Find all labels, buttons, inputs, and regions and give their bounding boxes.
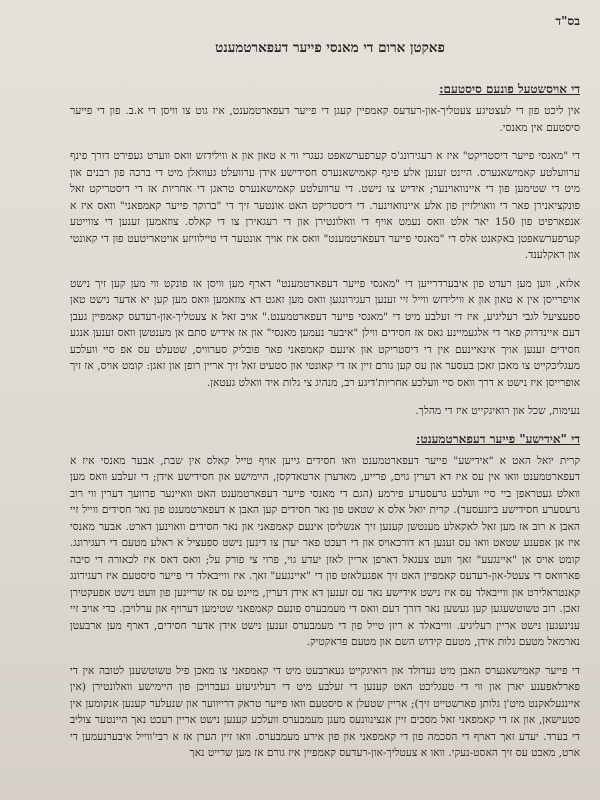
- section-short-line: [70, 403, 580, 420]
- document-title: פאקטן ארום די מאנסי פייער דעפארטמענט: [215, 40, 445, 56]
- paragraph: די "מאנסי פייער דיסטריקט" איז א רעגירונג'ס קערפערשאפט געגרי ווי א טאון און א ווילידזש וואס ווערט געפירט דורך פינף ערוועלטע קאמישאנערס. היינט זענען אלע פינף קאמישאנערס חסידישע אידן ערוועלט געוואלן מיט די ברכה פון רבנים און מיט די שטימען פון די איינוואוינער; אידיש צו נישט. די ערוועלטע קאמישאנערס טראגן די אחריות אז די דיסטריקט זאל פונקציאנירן פאר די וואוילזיין פון אלע איינוואוינער. די דיסטריקט האט אונטער זיך די "ברוקר פייער קאמפאני" וואס איז א אנפארפיט פון 150 יאר אלט וואס נעמט אויף די וואלונטירן און די רעגאירן צו די קאלס. צוזאמען זענען די צווייטע קערפערשאפטן באקאנט אלס די "מאנסי פייער דעפארטמענט" וואס איז אויך אונטער די טיילוויזע אויטאריטעט פון די קאונטי און ראקלענד.: [70, 150, 580, 261]
- paragraph: נעימות, שכל און רואיגקייט איז די מהלך.: [415, 405, 580, 417]
- paragraph: אלזא, ווען מען רעדט פון איבערדרייען די "מאנסי פייער דעפארטמענט" דארף מען וויסן אז פונקט ווי מען קען זיך נישט אויפרייסן אין א טאון און א ווילידזש ווייל זיי זענען רעגירונגען וואס מען זאגט דא צוזאמען וואס מען קען יא אדער נישט טאן ספעציעל לגבי רעליגיע, איז די זעלבע מיט די "מאנסי פייער דעפארטמענט." אויב זאל א צעטליך-און-רעדעס קאמפיין געבן דעם איינדרוק פאר די אלגעמיינע גאס אז חסידים ווילן "איבער נעמען מאנסי" און אז אידיש סתם אן מענטשן וואס זענען אנגע חסידים זענען אויך אינאיינעם אין די דיסטריקט און אינעם קאמפאני פאר פובליק סערוויס, שטעלט עס אפ סיי וועלכע מעגליכקייט צו מאכן זאכן בעסער און עס קען גורם זיין אז די קאונטי און סטעיט זאל זיך אריין רופן און זאגן: קומט אויס, אז זיך אופרייסן איז נישט א דרך וואס סיי וועלכע אחריות'דיגע רב, מנהיג צי גלות איד וואלט געטאן.: [70, 277, 580, 389]
- bsd-header: בס"ד: [555, 14, 580, 28]
- section-commissioners: [70, 663, 580, 762]
- page-body: [70, 12, 590, 792]
- document-content: [70, 82, 580, 774]
- section-heading: די אויסשטעל פונעם סיסטעם:: [439, 82, 580, 96]
- section-jewish-fire-department: [70, 432, 580, 651]
- paragraph: אין ליכט פון די לעצטיגע צעטליך-און-רעדעס קאמפיין קעגן די פייער דעפארטמענט, איז גוט צו וויסן די א.ב. פון די פייער סיסטעם אין מאנסי.: [70, 105, 580, 134]
- paragraph: קרית יואל האט א "אידישע" פייער דעפארטמענט וואו חסידים גייען אויף טייל קאלס אין שבת, אבער מאנסי איז א דעפארטמענט וואו אין עס איז דא דערין גוים, פרייע, מאדערן ארטאדקסן, היימישע און חסידישע אידן; די זעלבע וואס מען וואלט געטראפן ביי סיי וועלכע גרעסערע פירמע (הגם די מאנסי פייער דעפארטמענט האט וואיינער פרוועך דערין ווי רוב גרעסערע חסידישע ביזנעסער). קרית יואל אלס א שטאט פון נאר חסידים קען האבן א דעפארטמענט פון נאר חסידים ווייל זיי האבן א רוב אז מען זאל לאקאלע מענטשן קענען זיך אנשליסן אינעם קאמפאני און נאר חסידים וואוינען דארט. אבער מאנסי איז אן אפענע שטאט וואו עס זענען דא דורכאויס און די רעכט פאר יעדן צו דינען נישט ספעציל א ראלע מטעם די רעגירונג. קומט אויס אן "איינגעע" זאך וועט צעגאל דארפן אריין לאזן יעדע גוי, פרוי צי פורק על; וואס דאס איז לכאורה די סיבה פארוואס די צעטל-און-רעדעס קאמפיין האט זיך אפגעלאזט פון די "איינגעע" זאך. איז ווייבאלד די פייער סיסטעם איז רעגירונג קאנטראלירט און ווייבאלד עס איז נישט אידישע נאר עס זענען דא אידן דערין, מיינט עס אז שריינען פון וועט נישט אפעקטירן זאכן. רוב טשוטשעגען קען געשען נאר דורך דעם וואס די מעמבערס פונעם קאמפאני שטימען דערויף און ערלויבן. כדי אויב זיי ענינעגען נישט אריין רעליגיע. ווייבאלד א ריזן טייל פון די מעמבערס זענען נישט אידן אדער חסידים, דארף מען ארבעטן נארמאל מטעם גלות אידן, מטעם קידוש השם און מטעם פראקטיק.: [70, 454, 580, 648]
- paragraph: די פייער קאמישאנערס האבן מיט געדולד און רואיגקייט געארבעט מיט די קאמפאני צו מאכן פיל טשוטשענן לטובה אין די פארלאפענע יארן און ווי די טעגליכט האט קענען די זעלבע מיט די רעליגיעזע געברויכן פון היימישע וואלונטירן (אין אייננעלאקנט מיט'ן גלותן פארשטייט זיך); אריין שטעלן א סיסטעם וואו פייער טראק דרייווער און שנעלער קענען אנקומען אין סטעישאן, און אז די קאמפאני זאל מסכים זיין אנצינוונעס מעגן מעמבערס וועלכע קענען נישט אריין רעכט נאך היינטער צוליב די בערד. יעדע זאך דארף די הסכמה פון די קאמפאני און פון אירע מעמבערס. וואו זיין הערן אז א רבי'ווייל איבערנעמען די ארט, מאכט עס זיך האסט-נעקי. וואו א צעטליך-און-רעדעס קאמפיין איז גורם אז מען שרייט נאך: [70, 664, 580, 759]
- section-system-setup: [70, 82, 580, 264]
- section-heading: די "אידישע" פייער דעפארטמענט:: [416, 431, 580, 446]
- section-conclusion: [70, 276, 580, 392]
